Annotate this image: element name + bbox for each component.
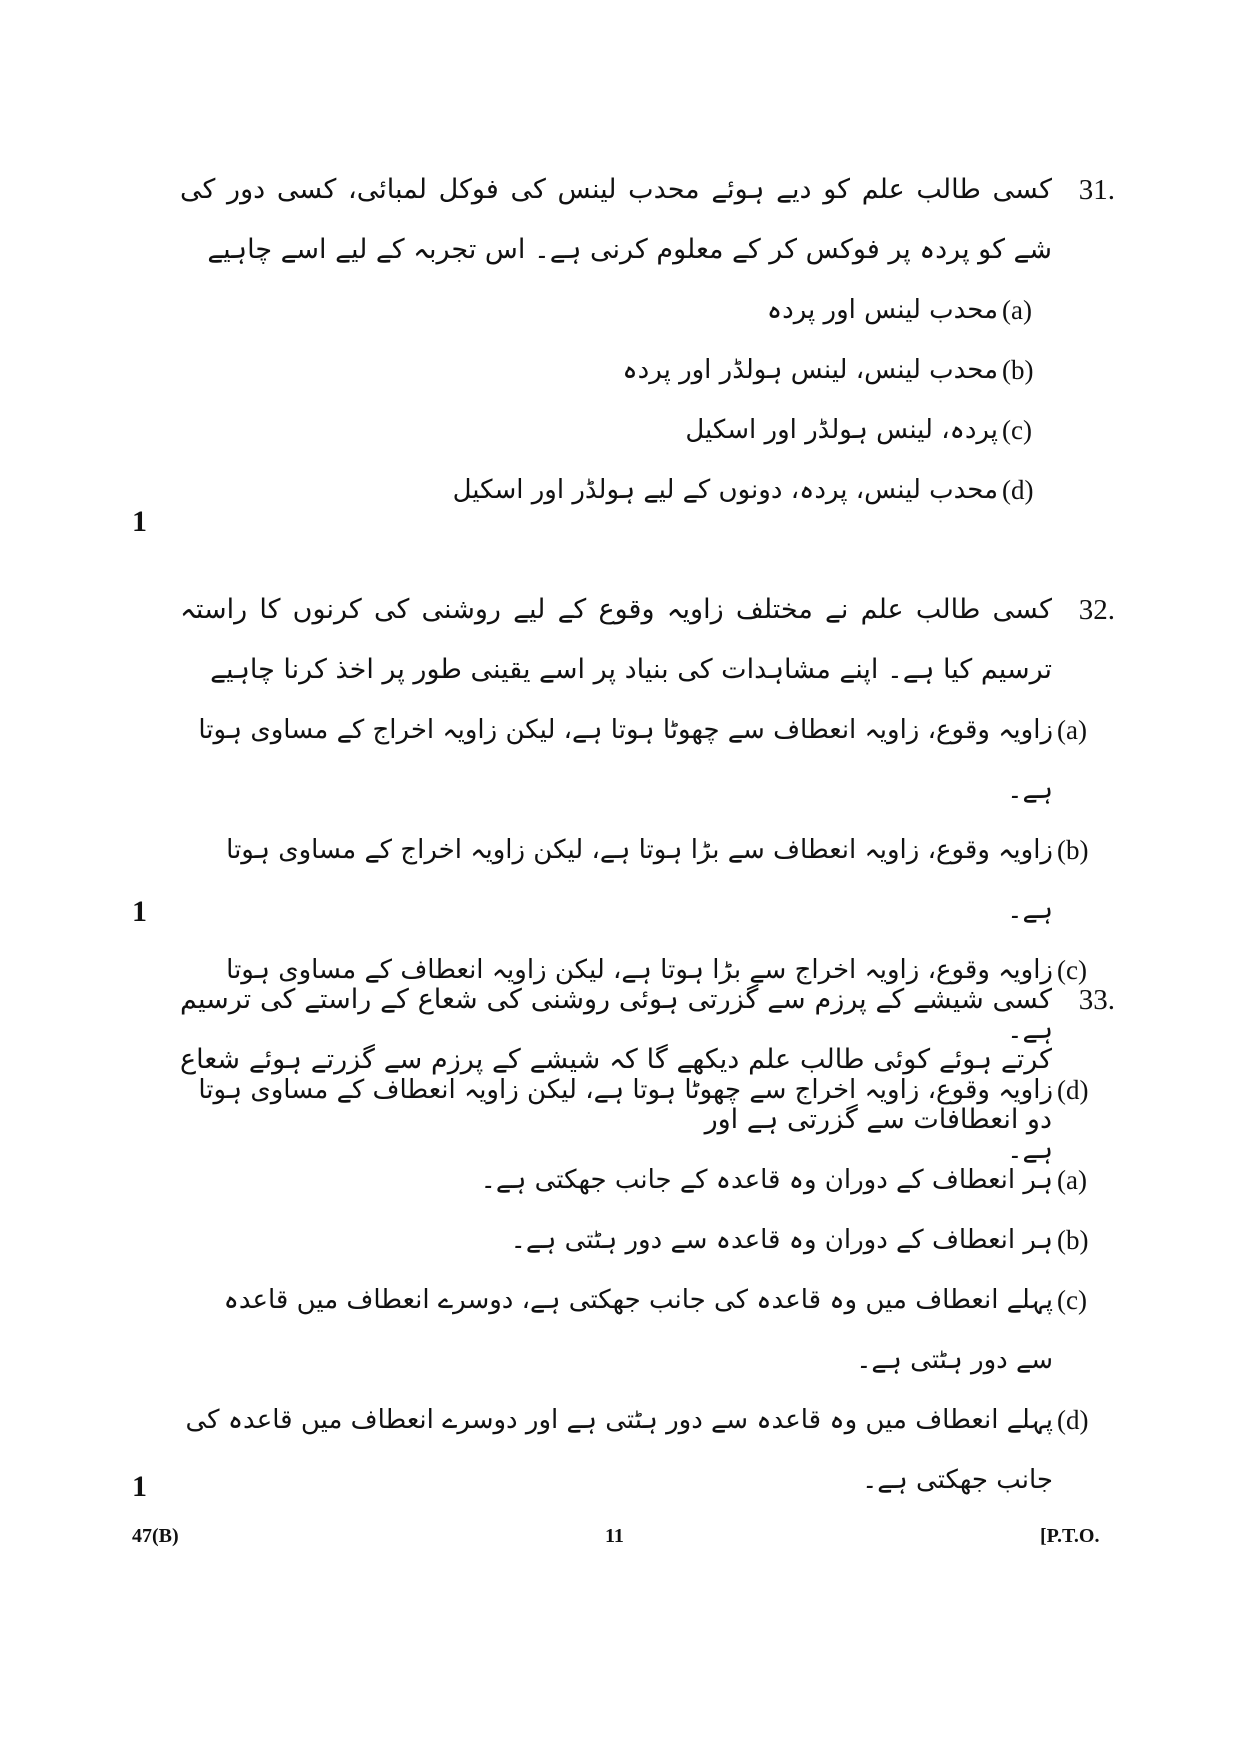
question-number: 32.	[1078, 594, 1115, 626]
option-d	[180, 460, 1060, 520]
option-text: پہلے انعطاف میں وہ قاعدہ کی جانب جھکتی ہے، دوسرے انعطاف میں قاعدہ سے دور ہٹتی ہے۔	[223, 1285, 1053, 1375]
option-text: ہر انعطاف کے دوران وہ قاعدہ کے جانب جھکتی ہے۔	[480, 1165, 1053, 1195]
question-33	[180, 970, 1115, 1510]
option-text: زاویہ وقوع، زاویہ انعطاف سے بڑا ہوتا ہے، لیکن زاویہ اخراج کے مساوی ہوتا ہے۔	[226, 835, 1053, 925]
option-text: محدب لینس، پردہ، دونوں کے لیے ہولڈر اور اسکیل	[452, 475, 998, 505]
option-label: (a)	[1057, 715, 1087, 745]
question-text: کسی طالب علم نے مختلف زاویہ وقوع کے لیے روشنی کی کرنوں کا راستہ ترسیم کیا ہے۔ اپنے مشاہدات کی بنیاد پر اسے یقینی طور پر اخذ کرنا چاہیے	[180, 594, 1052, 685]
marks-32: 1	[132, 895, 147, 928]
option-label: (c)	[1057, 955, 1087, 985]
option-label: (b)	[1002, 355, 1034, 385]
option-label: (c)	[1002, 415, 1032, 445]
option-text: پہلے انعطاف میں وہ قاعدہ سے دور ہٹتی ہے اور دوسرے انعطاف میں قاعدہ کی جانب جھکتی ہے۔	[185, 1405, 1053, 1495]
option-c	[180, 1270, 1115, 1390]
option-label: (c)	[1057, 1285, 1087, 1315]
option-label: (d)	[1002, 475, 1034, 505]
option-label: (a)	[1057, 1165, 1087, 1195]
option-a	[180, 700, 1115, 820]
pto-label: [P.T.O.	[1040, 1525, 1100, 1547]
question-number: 33.	[1078, 984, 1115, 1016]
option-text: زاویہ وقوع، زاویہ اخراج سے بڑا ہوتا ہے، لیکن زاویہ انعطاف کے مساوی ہوتا ہے۔	[226, 955, 1053, 1045]
marks-33: 1	[132, 1470, 147, 1503]
question-text: کسی شیشے کے پرزم سے گزرتی ہوئی روشنی کی شعاع کے راستے کی ترسیم کرتے ہوئے کوئی طالب علم دیکھے گا کہ شیشے کے پرزم سے گزرتے ہوئے شعاع دو انعطافات سے گزرتی ہے اور	[180, 984, 1052, 1135]
option-label: (d)	[1057, 1405, 1089, 1435]
option-label: (b)	[1057, 1225, 1089, 1255]
option-text: پردہ، لینس ہولڈر اور اسکیل	[685, 415, 998, 445]
question-31	[180, 160, 1115, 520]
option-d	[180, 1390, 1115, 1510]
option-text: محدب لینس، لینس ہولڈر اور پردہ	[622, 355, 998, 385]
page-number: 11	[605, 1525, 624, 1547]
option-label: (b)	[1057, 835, 1089, 865]
question-number: 31.	[1078, 174, 1115, 206]
option-text: زاویہ وقوع، زاویہ انعطاف سے چھوٹا ہوتا ہے، لیکن زاویہ اخراج کے مساوی ہوتا ہے۔	[198, 715, 1053, 805]
option-b	[180, 1210, 1115, 1270]
option-c	[180, 400, 1060, 460]
option-label: (d)	[1057, 1075, 1089, 1105]
option-a	[180, 1150, 1115, 1210]
option-text: ہر انعطاف کے دوران وہ قاعدہ سے دور ہٹتی ہے۔	[510, 1225, 1053, 1255]
option-label: (a)	[1002, 295, 1032, 325]
option-text: محدب لینس اور پردہ	[766, 295, 998, 325]
option-text: زاویہ وقوع، زاویہ اخراج سے چھوٹا ہوتا ہے، لیکن زاویہ انعطاف کے مساوی ہوتا ہے۔	[198, 1075, 1053, 1165]
marks-31: 1	[132, 505, 147, 538]
question-text: کسی طالب علم کو دیے ہوئے محدب لینس کی فوکل لمبائی، کسی دور کی شے کو پردہ پر فوکس کر کے معلوم کرنی ہے۔ اس تجربہ کے لیے اسے چاہیے	[180, 174, 1052, 265]
paper-code: 47(B)	[132, 1525, 179, 1547]
option-b	[180, 340, 1060, 400]
option-a	[180, 280, 1060, 340]
option-b	[180, 820, 1115, 940]
